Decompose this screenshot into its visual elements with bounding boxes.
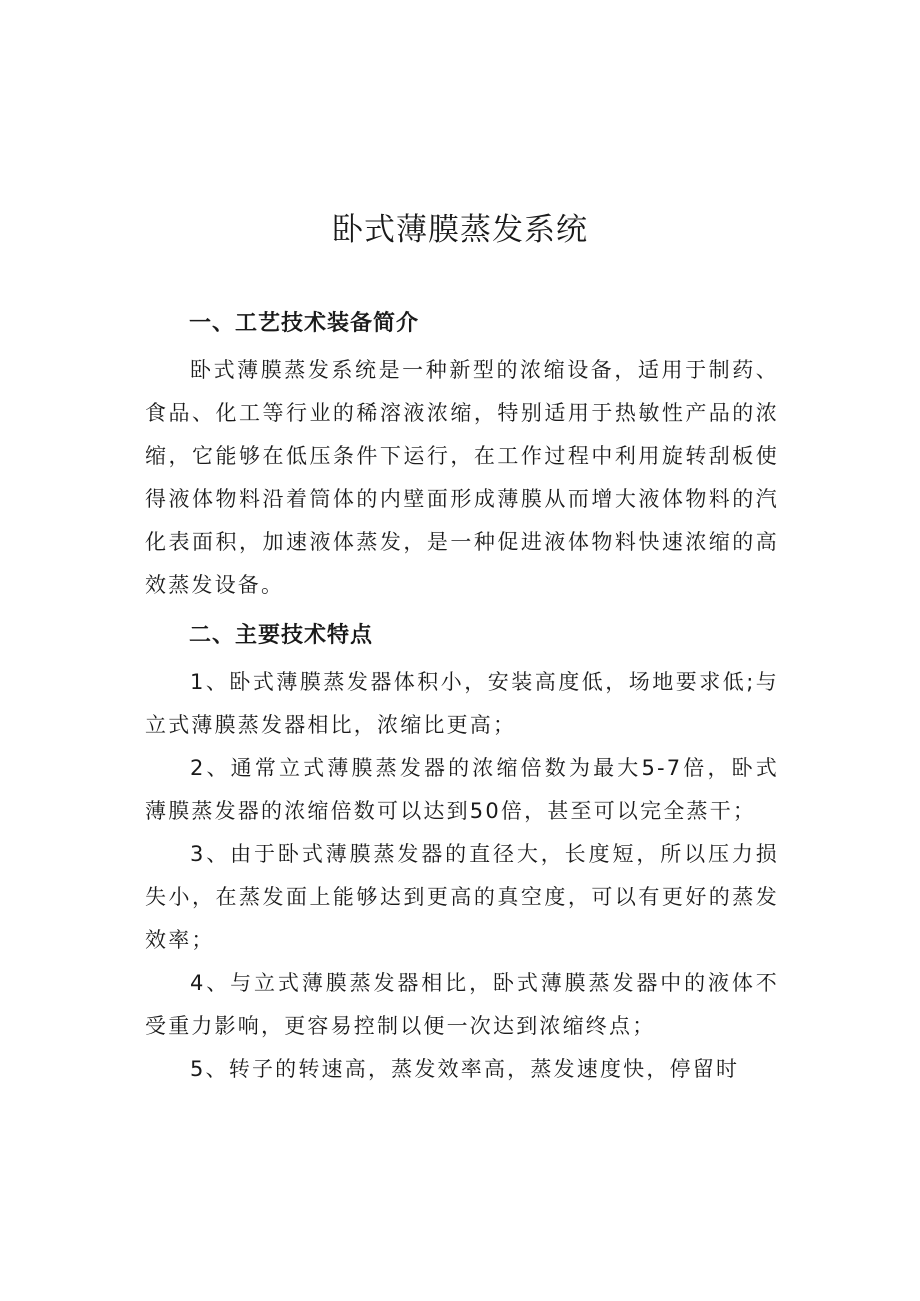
feature-item-2: 2、通常立式薄膜蒸发器的浓缩倍数为最大5-7倍，卧式薄膜蒸发器的浓缩倍数可以达到50倍，甚至可以完全蒸干；	[145, 756, 779, 823]
section-heading-features: 二、主要技术特点	[189, 623, 374, 648]
section-intro	[145, 303, 779, 607]
feature-item-5: 5、转子的转速高，蒸发效率高，蒸发速度快，停留时	[190, 1057, 740, 1081]
feature-item-3: 3、由于卧式薄膜蒸发器的直径大，长度短，所以压力损失小，在蒸发面上能够达到更高的真空度，可以有更好的蒸发效率；	[145, 842, 779, 952]
feature-item-4: 4、与立式薄膜蒸发器相比，卧式薄膜蒸发器中的液体不受重力影响，更容易控制以便一次达到浓缩终点；	[145, 971, 779, 1038]
section-features	[145, 615, 779, 1091]
document-title: 卧式薄膜蒸发系统	[332, 212, 588, 248]
feature-item-1: 1、卧式薄膜蒸发器体积小，安装高度低，场地要求低;与立式薄膜蒸发器相比，浓缩比更高；	[145, 670, 779, 737]
document-body	[145, 303, 779, 1091]
section-heading-intro: 一、工艺技术装备简介	[189, 311, 420, 336]
paragraph-intro: 卧式薄膜蒸发系统是一种新型的浓缩设备，适用于制药、食品、化工等行业的稀溶液浓缩，特别适用于热敏性产品的浓缩，它能够在低压条件下运行，在工作过程中利用旋转刮板使得液体物料沿着筒体的内壁面形成薄膜从而增大液体物料的汽化表面积，加速液体蒸发，是一种促进液体物料快速浓缩的高效蒸发设备。	[145, 358, 779, 597]
